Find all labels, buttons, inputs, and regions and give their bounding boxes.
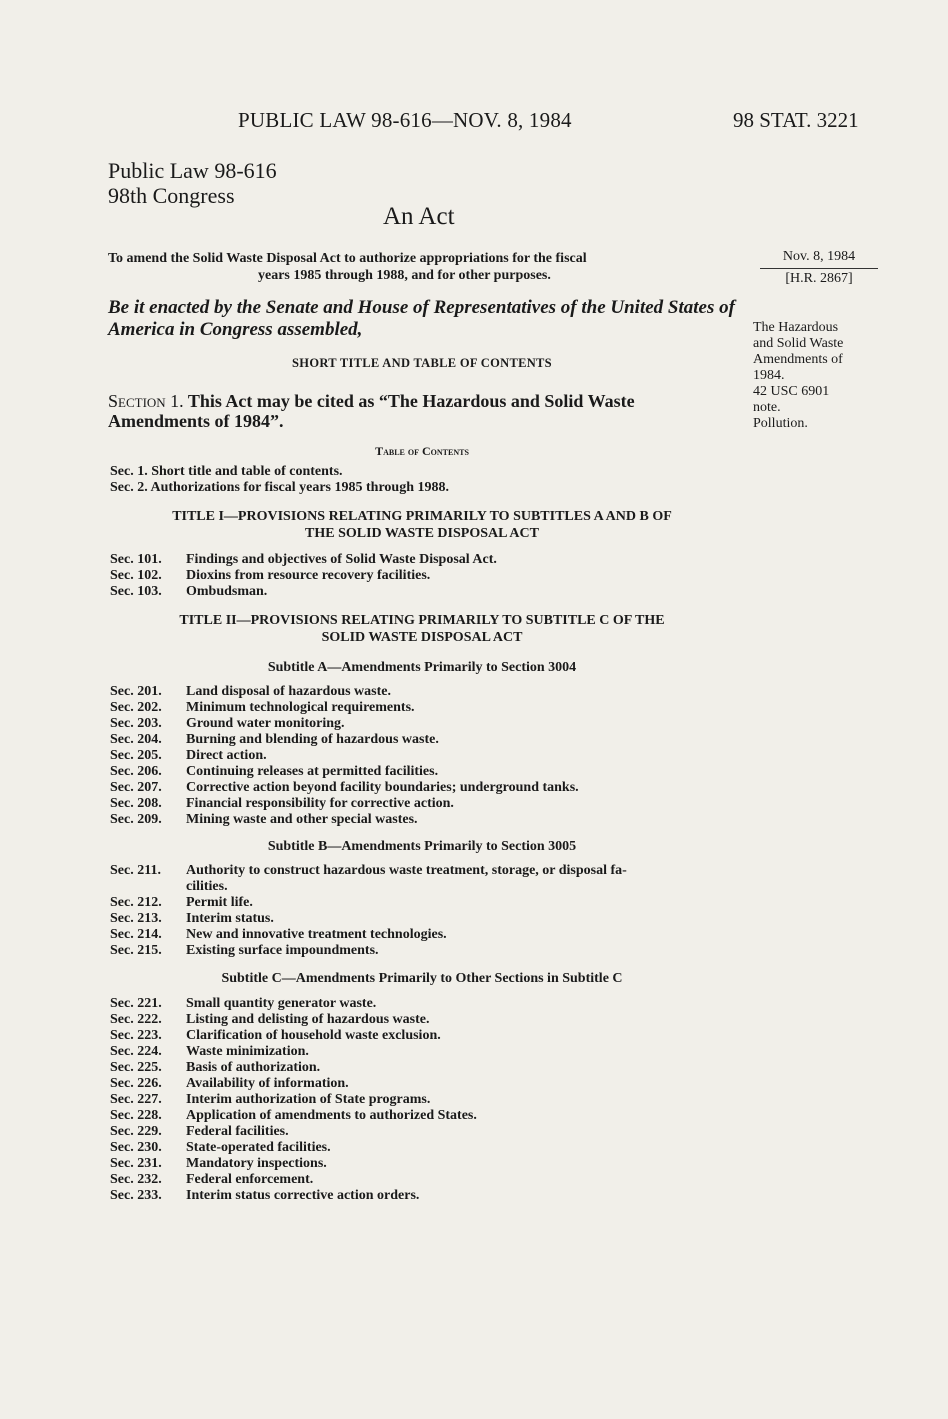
list-item xyxy=(110,1156,730,1172)
sec-title: Continuing releases at permitted facilities. xyxy=(186,764,439,779)
sec-title: Authorizations for fiscal years 1985 through 1988. xyxy=(150,480,449,495)
sec-num: Sec. 103. xyxy=(110,584,162,599)
list-item xyxy=(110,748,730,764)
list-item xyxy=(110,732,730,748)
sec-num: Sec. 232. xyxy=(110,1172,162,1187)
sec-num: Sec. 230. xyxy=(110,1140,162,1155)
sec-title: Federal enforcement. xyxy=(186,1172,314,1187)
list-item xyxy=(110,812,730,828)
sec-num: Sec. 215. xyxy=(110,943,162,958)
list-item xyxy=(110,552,730,568)
list-item xyxy=(110,927,730,943)
sec-num: Sec. 202. xyxy=(110,700,162,715)
sec-num: Sec. 207. xyxy=(110,780,162,795)
sec-num: Sec. 221. xyxy=(110,996,162,1011)
margin-notes xyxy=(753,320,883,432)
margin-note-line: 1984. xyxy=(753,368,785,383)
sec-num: Sec. 229. xyxy=(110,1124,162,1139)
sec-title: Corrective action beyond facility boundaries; underground tanks. xyxy=(186,780,579,795)
sec-num: Sec. 101. xyxy=(110,552,162,567)
list-item xyxy=(110,943,730,959)
purpose-statement xyxy=(108,250,736,284)
enacting-clause: Be it enacted by the Senate and House of Representatives of the United States of America in Congress assembled, xyxy=(108,297,735,340)
sec-num: Sec. 224. xyxy=(110,1044,162,1059)
margin-note-line: Pollution. xyxy=(753,416,808,431)
statute-page-number: 98 STAT. 3221 xyxy=(733,108,859,132)
sec-num: Sec. 211. xyxy=(110,863,161,878)
sec-num: Sec. 225. xyxy=(110,1060,162,1075)
margin-note-line: The Hazardous xyxy=(753,320,839,335)
toc-heading: Table of Contents xyxy=(375,444,469,458)
list-item xyxy=(110,1172,730,1188)
sec-title: Listing and delisting of hazardous waste. xyxy=(186,1012,430,1027)
list-item xyxy=(110,684,730,700)
list-item xyxy=(110,1028,730,1044)
sec-title: Findings and objectives of Solid Waste Disposal Act. xyxy=(186,552,497,567)
sec-num: Sec. 205. xyxy=(110,748,162,763)
sec-num: Sec. 209. xyxy=(110,812,162,827)
list-item xyxy=(110,1124,730,1140)
title-1-list xyxy=(110,552,730,600)
list-item xyxy=(110,895,730,911)
margin-note-line: note. xyxy=(753,400,781,415)
sec-title: Financial responsibility for corrective action. xyxy=(186,796,454,811)
sec-title: Permit life. xyxy=(186,895,253,910)
margin-note-line: 42 USC 6901 xyxy=(753,384,830,399)
list-item xyxy=(110,700,730,716)
sec-num: Sec. 206. xyxy=(110,764,162,779)
title-1-heading xyxy=(108,508,736,542)
sec-title: Direct action. xyxy=(186,748,267,763)
subtitle-b-heading: Subtitle B—Amendments Primarily to Section 3005 xyxy=(267,839,577,854)
sec-num: Sec. 228. xyxy=(110,1108,162,1123)
sec-title: Mandatory inspections. xyxy=(186,1156,327,1171)
sec-title: Ombudsman. xyxy=(186,584,268,599)
margin-note-line: Amendments of xyxy=(753,352,843,367)
sec-title: New and innovative treatment technologies. xyxy=(186,927,447,942)
act-title: An Act xyxy=(383,203,455,230)
subtitle-c-heading: Subtitle C—Amendments Primarily to Other Sections in Subtitle C xyxy=(221,971,623,986)
list-item xyxy=(110,863,730,879)
list-item xyxy=(110,480,730,496)
sec-num: Sec. 203. xyxy=(110,716,162,731)
list-item xyxy=(110,464,730,480)
title-2-heading-line-2: SOLID WASTE DISPOSAL ACT xyxy=(321,630,523,645)
public-law-number: Public Law 98-616 xyxy=(108,158,277,183)
sec-title: Mining waste and other special wastes. xyxy=(186,812,418,827)
list-item xyxy=(110,764,730,780)
sec-title: Application of amendments to authorized States. xyxy=(186,1108,477,1123)
sec-num: Sec. 231. xyxy=(110,1156,162,1171)
section-1-label: Section 1. xyxy=(108,391,184,411)
sec-title: Short title and table of contents. xyxy=(151,464,343,479)
sec-title: Land disposal of hazardous waste. xyxy=(186,684,391,699)
sec-title: Interim status corrective action orders. xyxy=(186,1188,420,1203)
sec-num: Sec. 223. xyxy=(110,1028,162,1043)
list-item xyxy=(110,1044,730,1060)
purpose-line-1: To amend the Solid Waste Disposal Act to authorize appropriations for the fiscal xyxy=(108,251,587,266)
sec-num: Sec. 2. xyxy=(110,480,148,495)
sec-title: Basis of authorization. xyxy=(186,1060,321,1075)
short-title-heading: SHORT TITLE AND TABLE OF CONTENTS xyxy=(292,356,552,370)
list-item xyxy=(110,1188,730,1204)
sec-title: Existing surface impoundments. xyxy=(186,943,379,958)
section-1-text: This Act may be cited as “The Hazardous and Solid Waste Amendments of 1984”. xyxy=(108,391,635,431)
list-item xyxy=(110,1076,730,1092)
congress-number: 98th Congress xyxy=(108,183,235,208)
section-1 xyxy=(108,391,736,431)
purpose-line-2: years 1985 through 1988, and for other purposes. xyxy=(258,268,551,283)
sec-num: Sec. 233. xyxy=(110,1188,162,1203)
list-item xyxy=(110,1092,730,1108)
sec-num: Sec. 212. xyxy=(110,895,162,910)
sec-num: Sec. 226. xyxy=(110,1076,162,1091)
law-designation xyxy=(108,158,277,208)
title-2-heading xyxy=(108,612,736,646)
list-item-continuation: cilities. xyxy=(186,879,228,894)
sec-num: Sec. 227. xyxy=(110,1092,162,1107)
running-head: PUBLIC LAW 98-616—NOV. 8, 1984 xyxy=(238,108,572,132)
sec-title: State-operated facilities. xyxy=(186,1140,331,1155)
list-item xyxy=(110,911,730,927)
sec-title: Availability of information. xyxy=(186,1076,349,1091)
sec-num: Sec. 201. xyxy=(110,684,162,699)
list-item xyxy=(110,568,730,584)
sec-num: Sec. 222. xyxy=(110,1012,162,1027)
sec-title: Authority to construct hazardous waste treatment, storage, or disposal fa- xyxy=(186,863,627,878)
subtitle-a-heading: Subtitle A—Amendments Primarily to Section 3004 xyxy=(267,660,577,675)
sec-title: Interim status. xyxy=(186,911,274,926)
subtitle-b-list xyxy=(110,863,730,959)
list-item xyxy=(110,1012,730,1028)
sec-title: Federal facilities. xyxy=(186,1124,289,1139)
margin-bill-number: [H.R. 2867] xyxy=(785,271,853,286)
toc-general-list xyxy=(110,464,730,496)
margin-note-line: and Solid Waste xyxy=(753,336,844,351)
sec-num: Sec. 214. xyxy=(110,927,162,942)
sec-num: Sec. 208. xyxy=(110,796,162,811)
list-item xyxy=(110,1060,730,1076)
sec-title: Ground water monitoring. xyxy=(186,716,345,731)
subtitle-c-list xyxy=(110,996,730,1204)
sec-title: Burning and blending of hazardous waste. xyxy=(186,732,439,747)
list-item xyxy=(110,584,730,600)
sec-title: Minimum technological requirements. xyxy=(186,700,415,715)
sec-num: Sec. 1. xyxy=(110,464,148,479)
title-2-heading-line-1: TITLE II—PROVISIONS RELATING PRIMARILY TO SUBTITLE C OF THE xyxy=(179,613,665,628)
list-item xyxy=(110,996,730,1012)
sec-title: Waste minimization. xyxy=(186,1044,309,1059)
title-1-heading-line-2: THE SOLID WASTE DISPOSAL ACT xyxy=(305,526,539,541)
list-item xyxy=(110,796,730,812)
subtitle-a-list xyxy=(110,684,730,828)
margin-date: Nov. 8, 1984 xyxy=(760,249,878,269)
list-item xyxy=(110,1140,730,1156)
title-1-heading-line-1: TITLE I—PROVISIONS RELATING PRIMARILY TO SUBTITLES A AND B OF xyxy=(172,509,672,524)
sec-title: Dioxins from resource recovery facilities. xyxy=(186,568,431,583)
list-item xyxy=(110,1108,730,1124)
sec-num: Sec. 102. xyxy=(110,568,162,583)
sec-title: Interim authorization of State programs. xyxy=(186,1092,431,1107)
sec-title: Small quantity generator waste. xyxy=(186,996,377,1011)
sec-num: Sec. 204. xyxy=(110,732,162,747)
list-item xyxy=(110,716,730,732)
list-item xyxy=(110,780,730,796)
sec-num: Sec. 213. xyxy=(110,911,162,926)
sec-title: Clarification of household waste exclusion. xyxy=(186,1028,441,1043)
